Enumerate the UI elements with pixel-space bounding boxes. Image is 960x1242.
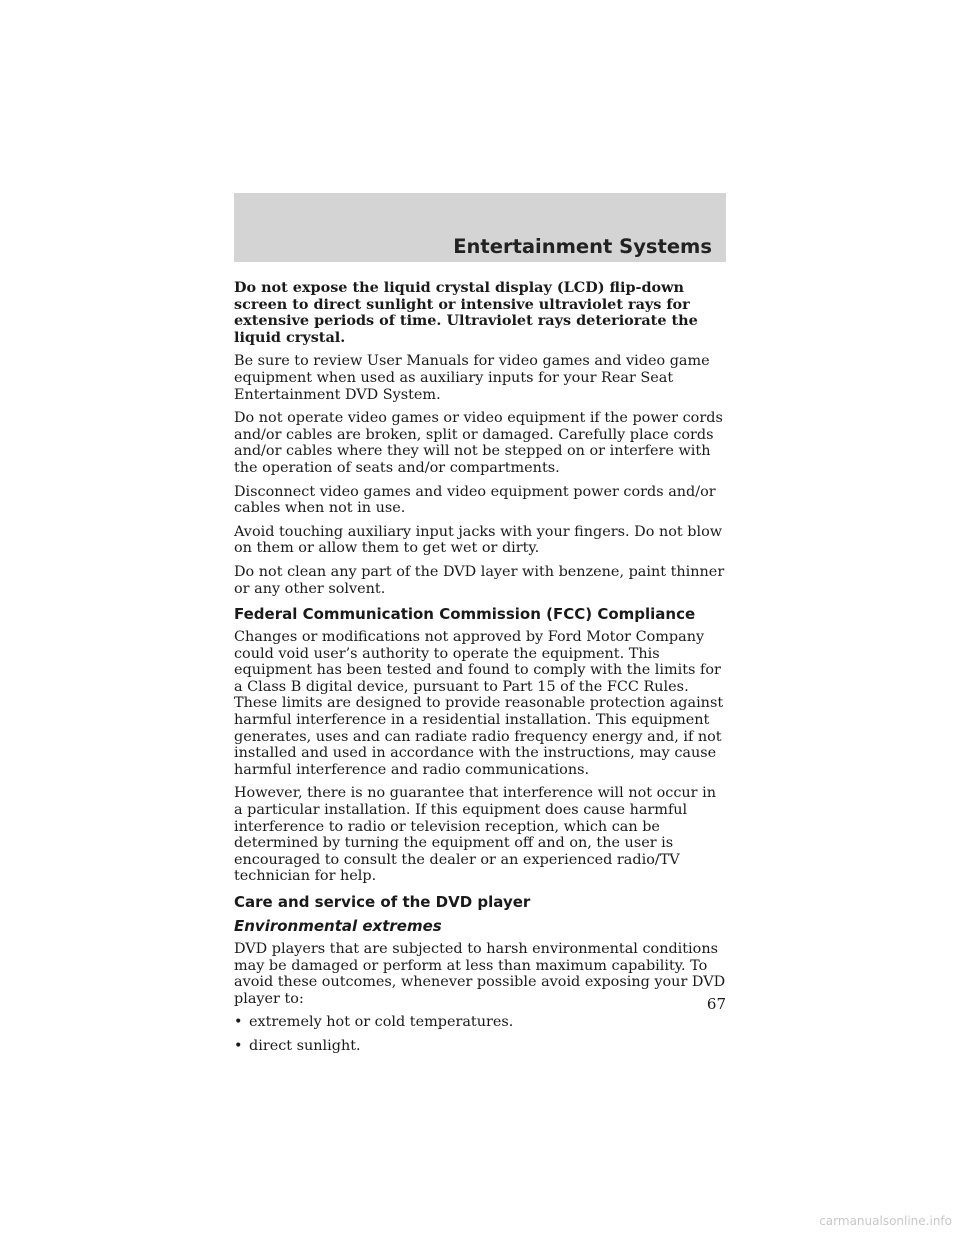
- page-number: 67: [706, 995, 726, 1013]
- list-item-text: extremely hot or cold temperatures.: [249, 1014, 514, 1031]
- body-paragraph: Be sure to review User Manuals for video games and video game equipment when used as auxiliary inputs for your Rear Seat Entertainment DVD System.: [234, 353, 710, 403]
- page-content: [234, 280, 726, 1062]
- section-header-band: [234, 193, 726, 262]
- section-title: Entertainment Systems: [453, 235, 712, 258]
- fcc-heading: Federal Communication Commission (FCC) Compliance: [234, 605, 696, 624]
- body-paragraph: Do not operate video games or video equipment if the power cords and/or cables are broken, split or damaged. Carefully place cords and/or cables where they will not be stepped on or interfere with the operation of seats and/or compartments.: [234, 410, 723, 476]
- body-paragraph: Disconnect video games and video equipment power cords and/or cables when not in use.: [234, 483, 716, 517]
- exposure-list: [234, 1014, 726, 1054]
- care-heading: Care and service of the DVD player: [234, 893, 531, 911]
- bullet-icon: •: [234, 1014, 243, 1031]
- warning-paragraph: Do not expose the liquid crystal display (LCD) flip-down screen to direct sunlight or intensive ultraviolet rays for extensive periods of time. Ultraviolet rays deteriorate the liquid crystal.: [234, 279, 698, 346]
- bullet-icon: •: [234, 1037, 243, 1054]
- list-item-text: direct sunlight.: [249, 1037, 361, 1054]
- list-item: [234, 1038, 726, 1055]
- body-paragraph: Do not clean any part of the DVD layer with benzene, paint thinner or any other solvent.: [234, 563, 725, 597]
- environmental-subheading: Environmental extremes: [234, 917, 442, 935]
- fcc-paragraph: However, there is no guarantee that interference will not occur in a particular installation. If this equipment does cause harmful interference to radio or television reception, which can be determined by turning the equipment off and on, the user is encouraged to consult the dealer or an experienced radio/TV technician for help.: [234, 785, 716, 885]
- care-paragraph: DVD players that are subjected to harsh environmental conditions may be damaged or perform at less than maximum capability. To avoid these outcomes, whenever possible avoid exposing your DVD player to:: [234, 941, 726, 1007]
- watermark-text: carmanualsonline.info: [819, 1214, 952, 1228]
- body-paragraph: Avoid touching auxiliary input jacks with your fingers. Do not blow on them or allow them to get wet or dirty.: [234, 523, 723, 557]
- fcc-paragraph: Changes or modifications not approved by Ford Motor Company could void user’s authority to operate the equipment. This equipment has been tested and found to comply with the limits for a Class B digital device, pursuant to Part 15 of the FCC Rules. These limits are designed to provide reasonable protection against harmful interference in a residential installation. This equipment generates, uses and can radiate radio frequency energy and, if not installed and used in accordance with the instructions, may cause harmful interference and radio communications.: [234, 629, 724, 778]
- list-item: [234, 1014, 726, 1031]
